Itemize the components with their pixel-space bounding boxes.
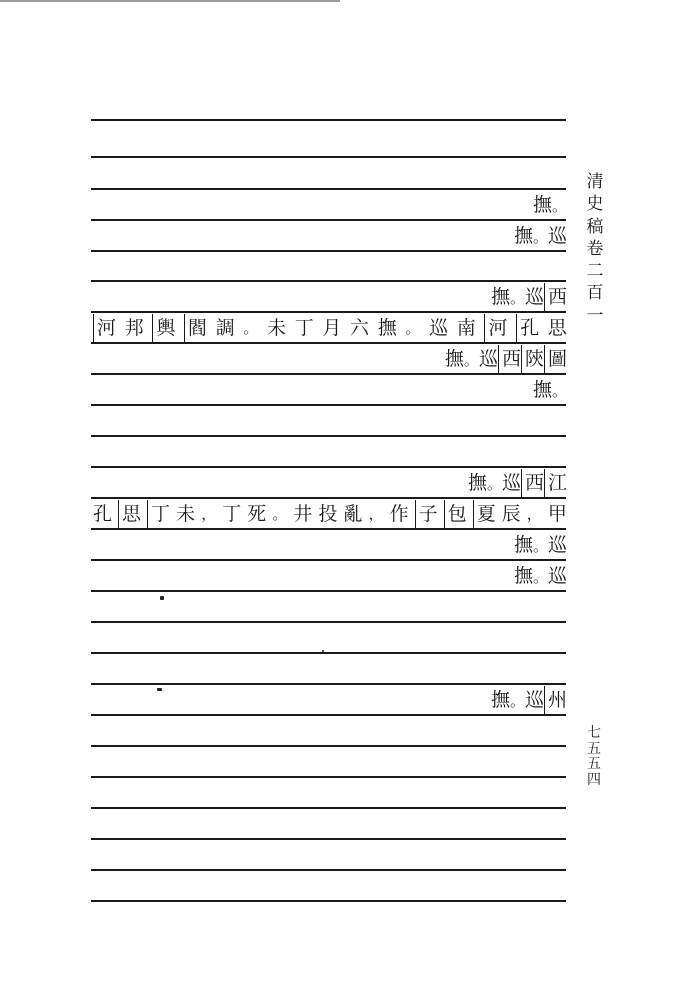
- table-cell-char: 撫: [444, 348, 464, 370]
- table-cell-char: 撫: [513, 534, 533, 556]
- punctuation-mark: ，: [368, 505, 384, 523]
- vertical-char: 稿: [586, 216, 604, 237]
- table-row: [93, 283, 567, 312]
- table-rule: [91, 435, 566, 437]
- table-cell-char: 月: [322, 317, 342, 339]
- table-cell-char: 巡: [524, 286, 544, 308]
- table-cell-char: 撫: [490, 286, 510, 308]
- table-cell-char: 州: [544, 686, 567, 714]
- scan-speck: [322, 650, 324, 652]
- punctuation-mark: 。: [486, 475, 502, 493]
- table-cell-char: 輿: [152, 314, 175, 342]
- table-cell-char: 西: [544, 283, 567, 311]
- table-cell-char: 撫: [377, 317, 397, 339]
- table-cell-char: 巡: [429, 317, 449, 339]
- table-row: [93, 191, 567, 220]
- table-cell-char: 巡: [547, 225, 567, 247]
- table-cell-char: 包: [444, 500, 467, 528]
- table-cell-char: 死: [247, 503, 267, 525]
- vertical-char: 五: [587, 756, 601, 772]
- vertical-char: 史: [586, 194, 604, 215]
- table-cell-char: 西: [521, 469, 544, 497]
- table-cell-char: 河: [93, 314, 116, 342]
- table-rule: [91, 621, 566, 623]
- punctuation-mark: 。: [532, 537, 548, 555]
- punctuation-mark: ，: [201, 505, 217, 523]
- table-cell-char: 撫: [532, 379, 552, 401]
- table-rule: [91, 776, 566, 778]
- table-cell-char: 閻: [184, 314, 207, 342]
- table-cell-char: 巡: [547, 565, 567, 587]
- table-row: [93, 469, 567, 498]
- page-number: [583, 726, 605, 788]
- table-cell-char: 夏: [473, 500, 496, 528]
- punctuation-mark: 。: [532, 228, 548, 246]
- vertical-char: 清: [586, 172, 604, 192]
- table-cell-char: 邦: [124, 317, 144, 339]
- table-rule: [91, 807, 566, 809]
- table-cell-char: 丁: [294, 317, 314, 339]
- table-cell-char: 六: [350, 317, 370, 339]
- punctuation-mark: ，: [526, 505, 542, 523]
- scan-top-edge: [0, 0, 340, 2]
- vertical-char: 四: [587, 771, 601, 788]
- vertical-char: 七: [587, 725, 601, 741]
- table-row: [93, 686, 567, 715]
- scan-speck: [160, 596, 164, 600]
- vertical-char: 一: [586, 305, 604, 326]
- table-rule: [91, 188, 566, 190]
- table-cell-char: 井: [293, 503, 313, 525]
- table-cell-char: 丁: [222, 503, 242, 525]
- table-cell-char: 西: [498, 345, 521, 373]
- vertical-char: 五: [587, 740, 601, 757]
- table-cell-char: 思: [118, 500, 141, 528]
- table-cell-char: 撫: [513, 225, 533, 247]
- running-head: [582, 171, 608, 327]
- table-rule: [91, 280, 566, 282]
- punctuation-mark: 。: [509, 692, 525, 710]
- punctuation-mark: 。: [405, 319, 421, 337]
- table-rule: [91, 466, 566, 468]
- table-cell-char: 河: [484, 314, 507, 342]
- table-rule: [91, 528, 566, 530]
- table-row: [93, 531, 567, 560]
- table-cell-char: 陝: [521, 345, 544, 373]
- punctuation-mark: 。: [551, 382, 567, 400]
- table-row: [93, 376, 567, 405]
- vertical-char: 百: [586, 283, 604, 304]
- table-cell-char: 思: [547, 317, 567, 339]
- punctuation-mark: 。: [272, 505, 288, 523]
- table-cell-char: 圖: [544, 345, 567, 373]
- table-cell-char: 巡: [501, 472, 521, 494]
- table-cell-char: 辰: [501, 503, 521, 525]
- table-row: [93, 314, 567, 342]
- table-cell-char: 甲: [547, 503, 567, 525]
- table-cell-char: 子: [415, 500, 438, 528]
- table-rule: [91, 652, 566, 654]
- table-cell-char: 巡: [547, 534, 567, 556]
- punctuation-mark: 。: [243, 319, 259, 337]
- table-cell-char: 孔: [93, 503, 113, 525]
- vertical-char: 二: [586, 261, 604, 282]
- table-cell-char: 撫: [490, 689, 510, 711]
- table-rule: [91, 683, 566, 685]
- table-rule: [91, 342, 566, 344]
- punctuation-mark: 。: [551, 197, 567, 215]
- table-cell-char: 撫: [467, 472, 487, 494]
- table-rule: [91, 156, 566, 158]
- table-cell-char: 未: [267, 317, 287, 339]
- table-rule: [91, 838, 566, 840]
- table-cell-char: 江: [544, 469, 567, 497]
- table-cell-char: 丁: [147, 500, 170, 528]
- table-cell-char: 孔: [516, 314, 539, 342]
- table-cell-char: 巡: [478, 348, 498, 370]
- punctuation-mark: 。: [509, 289, 525, 307]
- table-cell-char: 撫: [532, 194, 552, 216]
- table-cell-char: 亂: [343, 503, 363, 525]
- table-cell-char: 撫: [513, 565, 533, 587]
- table-row: [93, 562, 567, 591]
- table-cell-char: 巡: [524, 689, 544, 711]
- table-cell-char: 調: [215, 317, 235, 339]
- punctuation-mark: 。: [532, 568, 548, 586]
- scan-speck: [157, 688, 162, 691]
- table-row: [93, 222, 567, 251]
- vertical-char: 卷: [586, 238, 604, 259]
- table-cell-char: 南: [456, 317, 476, 339]
- table-row: [93, 345, 567, 374]
- table-cell-char: 作: [389, 503, 409, 525]
- table-cell-char: 投: [318, 503, 338, 525]
- table-rule: [91, 745, 566, 747]
- table-cell-char: 未: [176, 503, 196, 525]
- table-rule: [91, 869, 566, 871]
- punctuation-mark: 。: [463, 351, 479, 369]
- table-row: [93, 500, 567, 528]
- table-rule: [91, 900, 566, 902]
- table-rule: [91, 119, 566, 121]
